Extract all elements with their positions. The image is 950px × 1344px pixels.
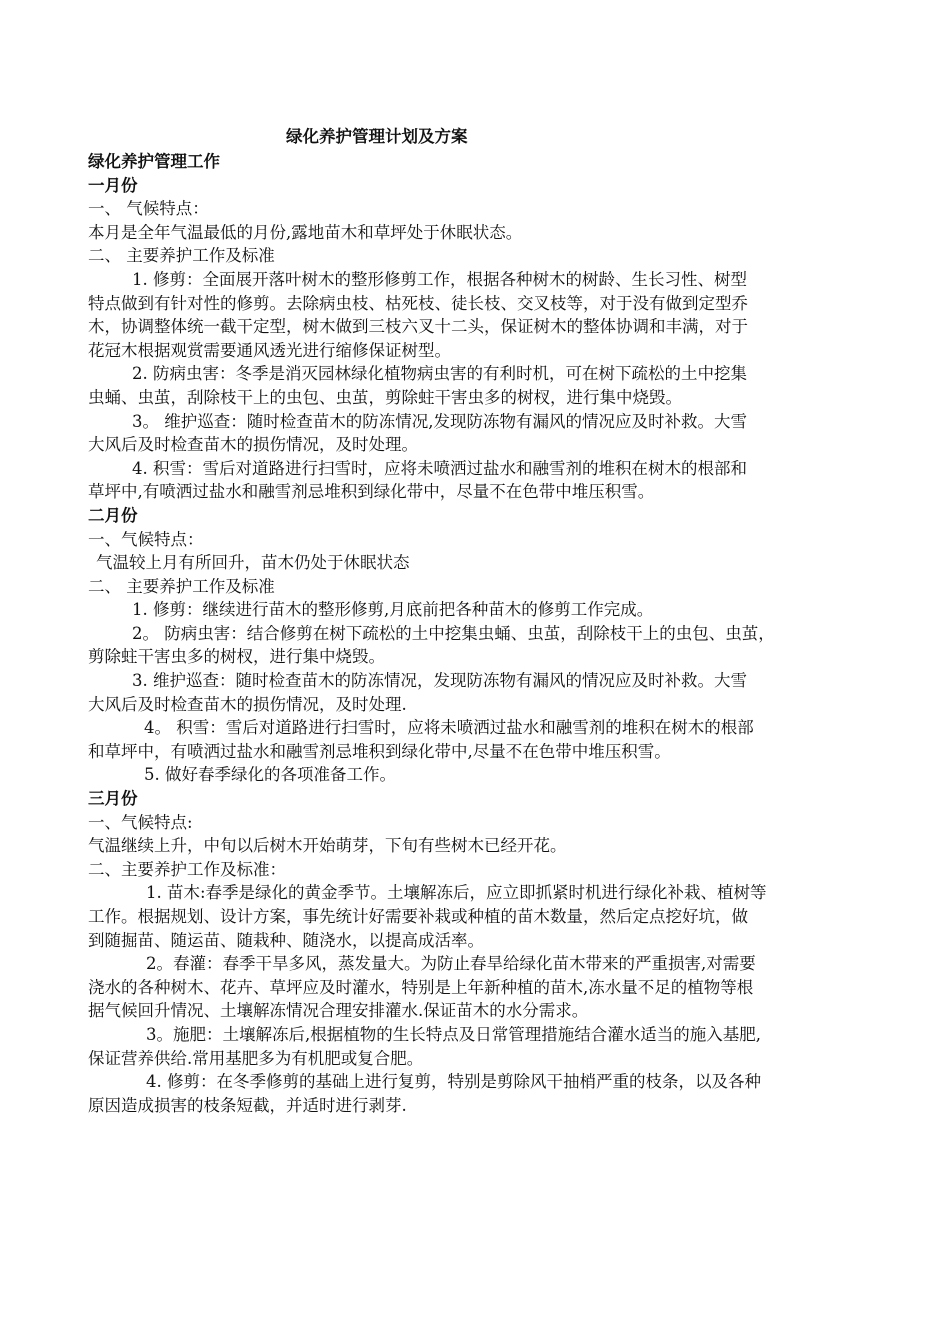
- text-line: 二、 主要养护工作及标准: [88, 576, 275, 596]
- section-heading: 二月份: [88, 505, 138, 525]
- document-page: [88, 124, 868, 1117]
- text-line: 3。 维护巡查：随时检查苗木的防冻情况,发现防冻物有漏风的情况应及时补救。大雪: [132, 411, 747, 431]
- text-line: 浇水的各种树木、花卉、草坪应及时灌水，特别是上年新种植的苗木,冻水量不足的植物等根: [88, 977, 754, 997]
- text-line: 二、 主要养护工作及标准: [88, 246, 275, 266]
- text-line: 大风后及时检查苗木的损伤情况，及时处理。: [88, 435, 418, 455]
- text-line: 2。 防病虫害：结合修剪在树下疏松的土中挖集虫蛹、虫茧，刮除枝干上的虫包、虫茧，: [132, 623, 775, 643]
- text-line: 一、 气候特点：: [88, 199, 209, 219]
- text-line: 气温较上月有所回升，苗木仍处于休眠状态: [96, 553, 410, 573]
- text-line: 草坪中,有喷洒过盐水和融雪剂忌堆积到绿化带中，尽量不在色带中堆压积雪。: [88, 482, 655, 502]
- section-heading: 一月份: [88, 175, 138, 195]
- text-line: 到随掘苗、随运苗、随栽种、随浇水，以提高成活率。: [88, 930, 484, 950]
- text-line: 木，协调整体统一截干定型，树木做到三枝六叉十二头，保证树木的整体协调和丰满，对于: [88, 317, 748, 337]
- section-heading: 绿化养护管理工作: [88, 152, 220, 171]
- text-line: 原因造成损害的枝条短截，并适时进行剥芽.: [88, 1095, 407, 1115]
- text-line: 大风后及时检查苗木的损伤情况，及时处理.: [88, 694, 407, 714]
- text-line: 据气候回升情况、土壤解冻情况合理安排灌水.保证苗木的水分需求。: [88, 1001, 589, 1021]
- text-line: 一、气候特点:: [88, 812, 193, 832]
- text-line: 和草坪中，有喷洒过盐水和融雪剂忌堆积到绿化带中,尽量不在色带中堆压积雪。: [88, 741, 671, 761]
- text-line: 1. 修剪：全面展开落叶树木的整形修剪工作，根据各种树木的树龄、生长习性、树型: [132, 269, 747, 289]
- text-line: 5. 做好春季绿化的各项准备工作。: [144, 765, 396, 785]
- text-line: 特点做到有针对性的修剪。去除病虫枝、枯死枝、徒长枝、交叉枝等，对于没有做到定型乔: [88, 293, 748, 313]
- text-line: 4. 积雪：雪后对道路进行扫雪时，应将未喷洒过盐水和融雪剂的堆积在树木的根部和: [132, 458, 747, 478]
- text-line: 3. 维护巡查：随时检查苗木的防冻情况，发现防冻物有漏风的情况应及时补救。大雪: [132, 671, 747, 691]
- text-line: 虫蛹、虫茧，刮除枝干上的虫包、虫茧，剪除蛀干害虫多的树杈，进行集中烧毁。: [88, 387, 682, 407]
- text-line: 花冠木根据观赏需要通风透光进行缩修保证树型。: [88, 340, 451, 360]
- text-line: 2. 防病虫害：冬季是消灭园林绿化植物病虫害的有利时机，可在树下疏松的土中挖集: [132, 364, 747, 384]
- text-line: 2。春灌：春季干旱多风，蒸发量大。为防止春旱给绿化苗木带来的严重损害,对需要: [146, 954, 756, 974]
- text-line: 剪除蛀干害虫多的树杈，进行集中烧毁。: [88, 647, 385, 667]
- text-line: 气温继续上升，中旬以后树木开始萌芽，下旬有些树木已经开花。: [88, 836, 567, 856]
- document-title: 绿化养护管理计划及方案: [286, 127, 468, 146]
- text-line: 1. 修剪：继续进行苗木的整形修剪,月底前把各种苗木的修剪工作完成。: [132, 600, 654, 620]
- text-line: 本月是全年气温最低的月份,露地苗木和草坪处于休眠状态。: [88, 222, 523, 242]
- text-line: 工作。根据规划、设计方案，事先统计好需要补栽或种植的苗木数量，然后定点挖好坑，做: [88, 907, 748, 926]
- text-line: 一、气候特点：: [88, 529, 204, 549]
- text-line: 4。 积雪：雪后对道路进行扫雪时，应将未喷洒过盐水和融雪剂的堆积在树木的根部: [144, 718, 754, 738]
- text-line: 4. 修剪：在冬季修剪的基础上进行复剪，特别是剪除风干抽梢严重的枝条，以及各种: [146, 1072, 761, 1092]
- text-line: 1. 苗木:春季是绿化的黄金季节。土壤解冻后，应立即抓紧时机进行绿化补栽、植树等: [146, 883, 767, 903]
- text-line: 二、主要养护工作及标准：: [88, 859, 286, 879]
- text-line: 保证营养供给.常用基肥多为有机肥或复合肥。: [88, 1048, 424, 1068]
- document-body: [88, 150, 868, 1117]
- section-heading: 三月份: [88, 789, 138, 809]
- text-line: 3。施肥：土壤解冻后,根据植物的生长特点及日常管理措施结合灌水适当的施入基肥,: [146, 1024, 761, 1044]
